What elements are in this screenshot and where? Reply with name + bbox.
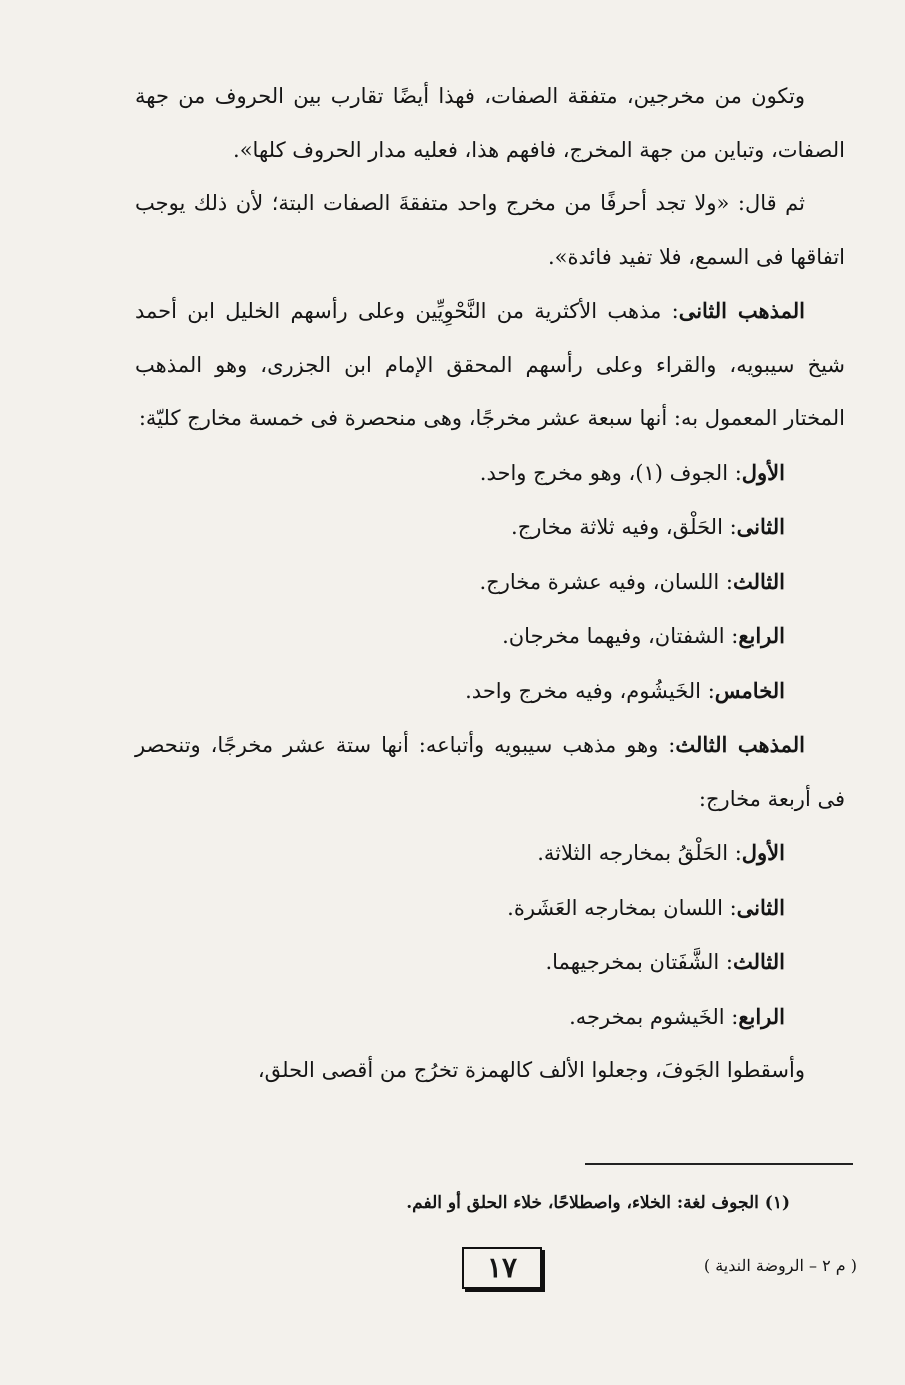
madhhab-three-label: المذهب الثالث (675, 732, 805, 757)
madhhab-two-text: : مذهب الأكثرية من النَّحْوِيِّين وعلى رأسهم الخليل ابن أحمد شيخ سيبويه، والقراء وعلى رأسهم المحقق الإمام ابن الجزرى، وهو المذهب المختار المعمول به: أنها سبعة عشر مخرجًا، وهى منحصرة فى خمسة مخارج كليّة: (135, 299, 845, 430)
paragraph: وأسقطوا الجَوفَ، وجعلوا الألف كالهمزة تخرُج من أقصى الحلق، (257, 1058, 805, 1082)
list-item-text: : الشفتان، وفيهما مخرجان. (502, 624, 739, 648)
footnote: (١) الجوف لغة: الخلاء، واصطلاحًا، خلاء الحلق أو الفم. (406, 1193, 790, 1213)
madhhab-three-paragraph (135, 718, 845, 826)
list-item (135, 881, 845, 936)
paragraph: ثم قال: «ولا تجد أحرفًا من مخرج واحد متفقةَ الصفات البتة؛ لأن ذلك يوجب اتفاقها فى السمع، فلا تفيد فائدة». (135, 191, 845, 269)
list-item-label: الثانى (736, 514, 785, 539)
list-item-text: : اللسان، وفيه عشرة مخارج. (479, 569, 733, 594)
list-item-text: : الشَّفَتان بمخرجيهما. (545, 950, 733, 974)
list-item-label: الأول (741, 840, 785, 865)
madhhab-two-paragraph (135, 284, 845, 446)
running-footer: ( م ٢ – الروضة الندية ) (703, 1256, 857, 1275)
madhhab-two-label: المذهب الثانى (678, 298, 806, 323)
list-item-text: : اللسان بمخارجه العَشَرة. (507, 895, 737, 920)
list-item-text: : الحَلْقُ بمخارجه الثلاثة. (537, 841, 742, 865)
list-item (135, 609, 845, 664)
madhhab-three-text: : وهو مذهب سيبويه وأتباعه: أنها ستة عشر مخرجًا، وتنحصر فى أربعة مخارج: (135, 733, 845, 811)
list-item-label: الثالث (733, 949, 785, 974)
main-text (135, 70, 845, 1098)
page-number: ١٧ (462, 1247, 542, 1289)
list-item-text: : الجوف (١)، وهو مخرج واحد. (479, 460, 742, 485)
list-item (135, 555, 845, 610)
list-item-label: الثانى (736, 894, 785, 920)
list-item (135, 826, 845, 881)
list-item-label: الثالث (733, 568, 785, 594)
list-item-label: الرابع (738, 1003, 785, 1029)
list-item (135, 500, 845, 555)
list-item (135, 935, 845, 990)
list-item (135, 664, 845, 719)
list-item-label: الرابع (738, 623, 785, 648)
list-item-text: : الخَيشوم بمخرجه. (569, 1004, 739, 1029)
list-item-text: : الخَيشُوم، وفيه مخرج واحد. (465, 678, 715, 703)
list-item-label: الخامس (714, 677, 785, 703)
list-item-label: الأول (741, 459, 785, 485)
list-item (135, 446, 845, 501)
paragraph: وتكون من مخرجين، متفقة الصفات، فهذا أيضًا تقارب بين الحروف من جهة الصفات، وتباين من جهة المخرج، فافهم هذا، فعليه مدار الحروف كلها». (135, 84, 845, 162)
list-item (135, 990, 845, 1045)
list-item-text: : الحَلْق، وفيه ثلاثة مخارج. (511, 515, 737, 539)
footnote-divider (585, 1163, 853, 1165)
